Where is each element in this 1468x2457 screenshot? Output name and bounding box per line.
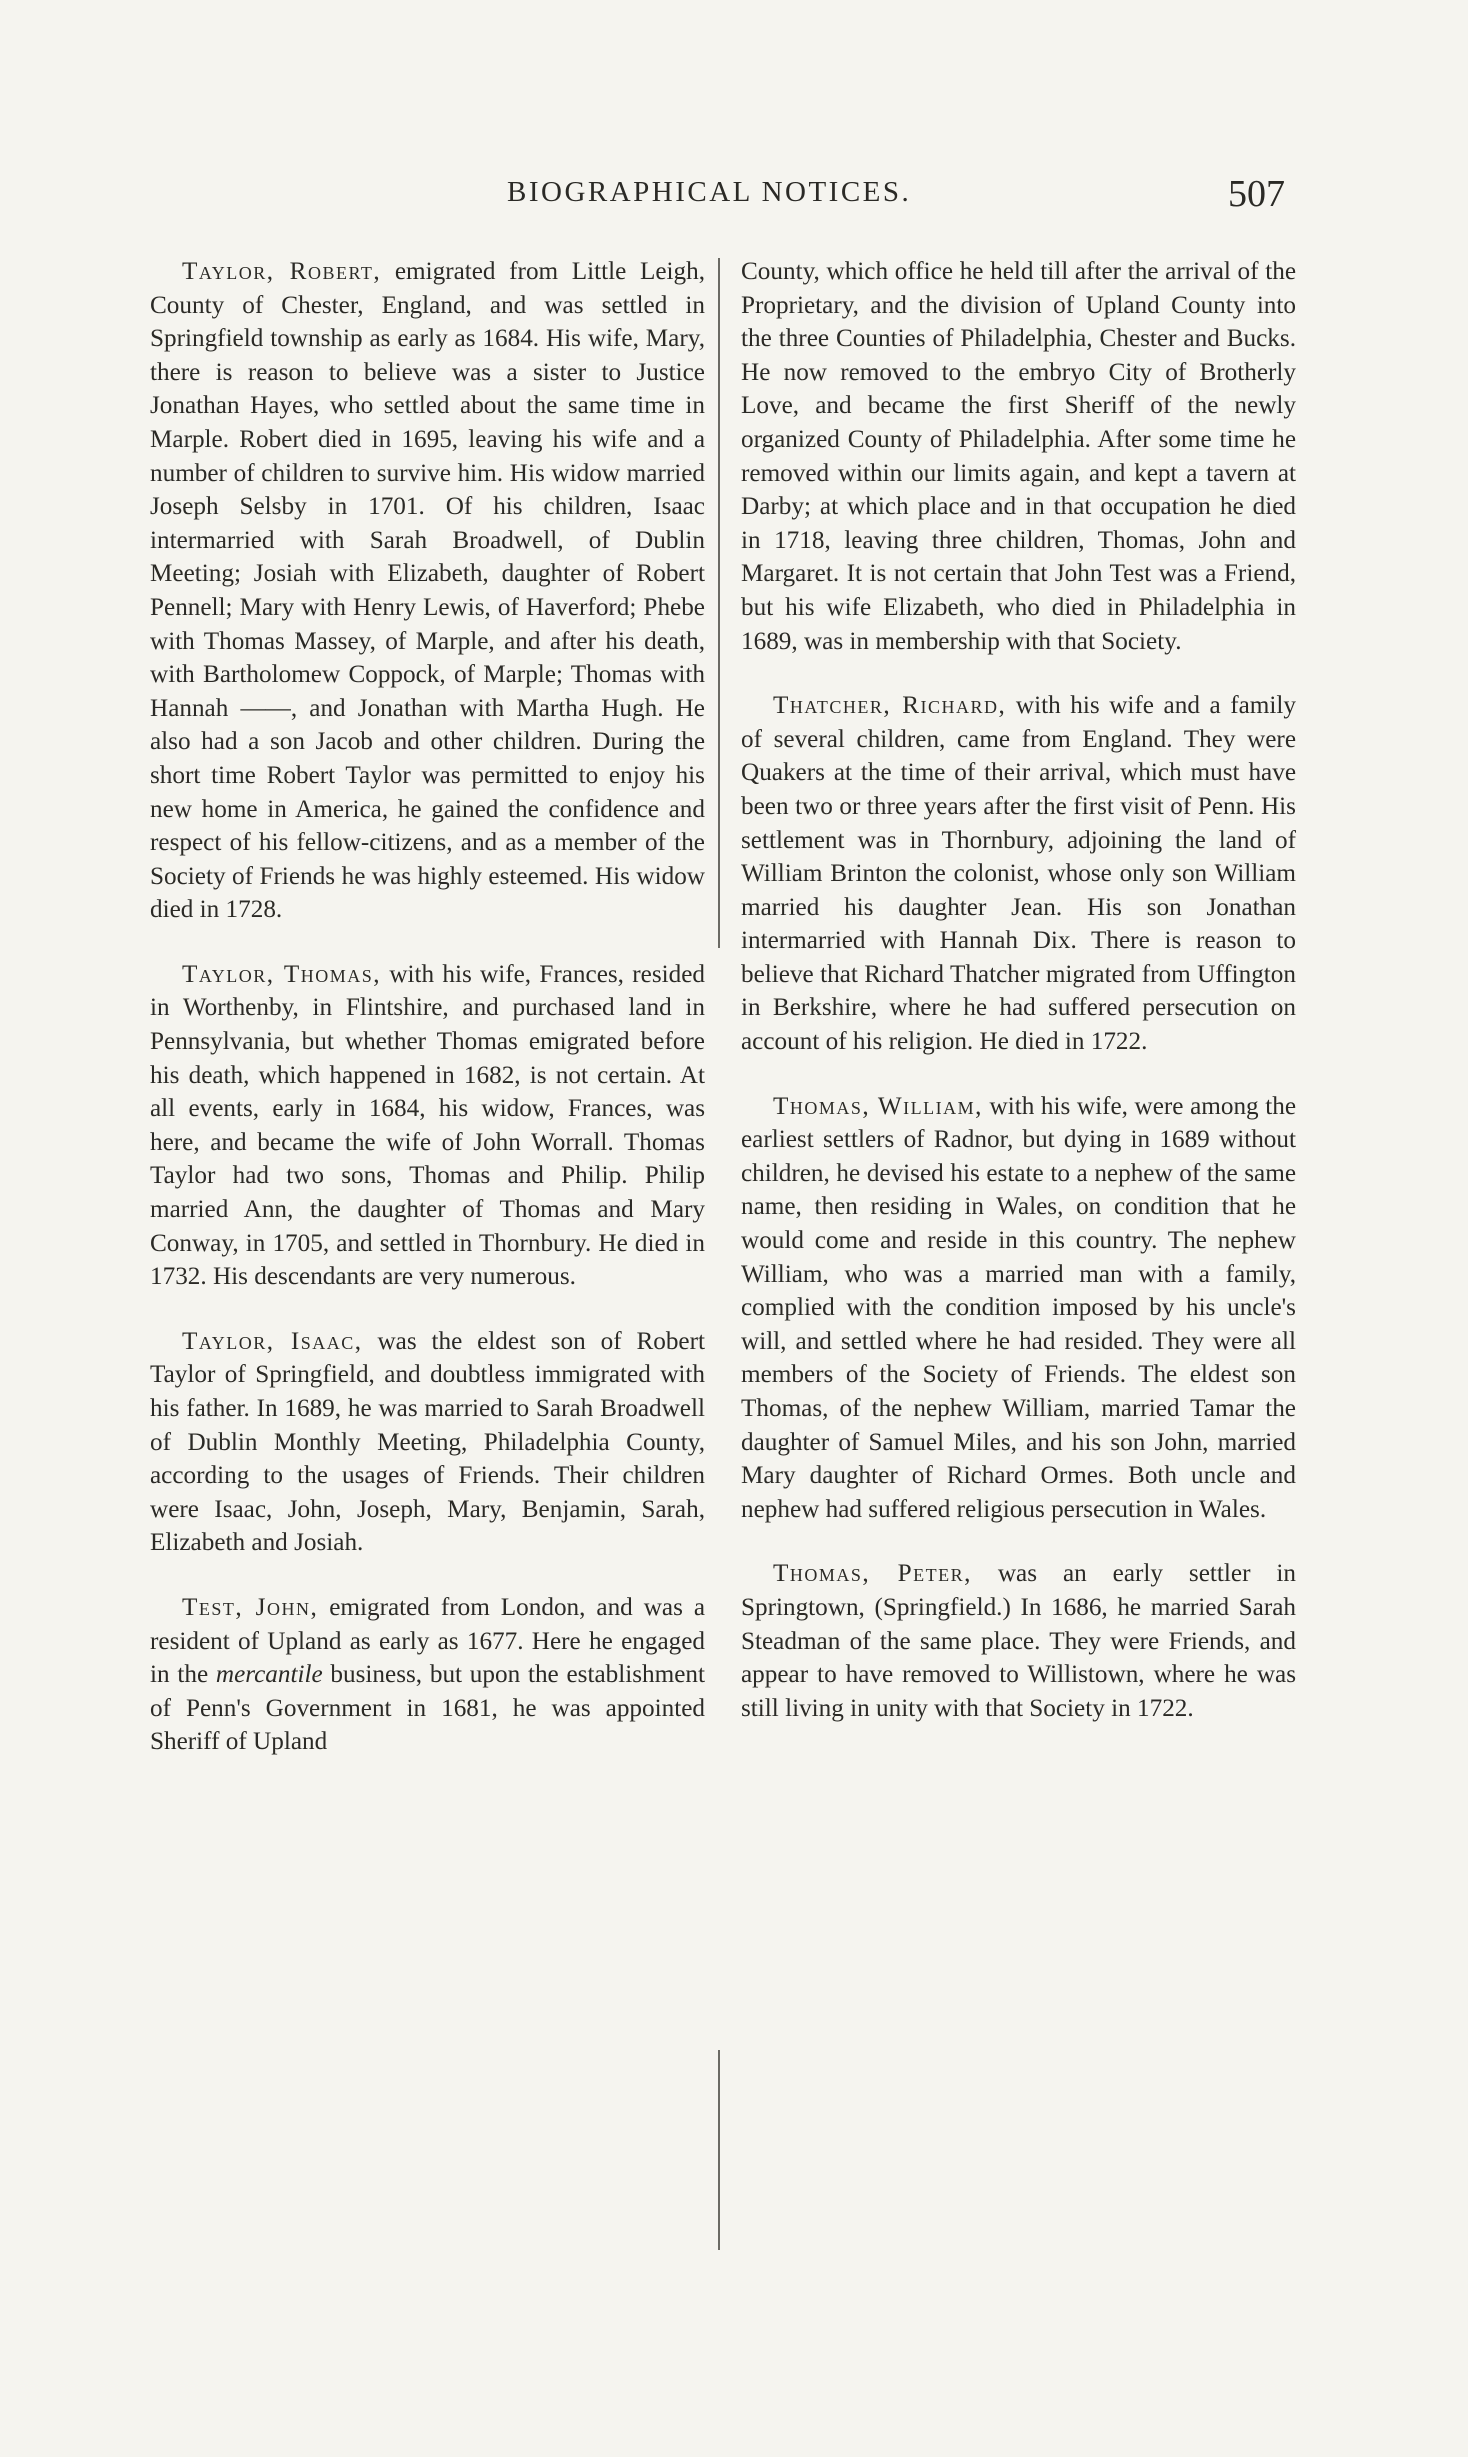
- entry-name: Test, John,: [182, 1593, 319, 1621]
- entry-taylor-isaac: [150, 1325, 705, 1560]
- entry-paragraph: [150, 255, 705, 927]
- entry-paragraph: [150, 1325, 705, 1560]
- page-header: [0, 172, 1468, 222]
- entry-name: Taylor, Robert,: [182, 258, 382, 285]
- left-column: [150, 255, 705, 1790]
- entry-name: Thomas, William,: [773, 1092, 983, 1120]
- entry-taylor-robert: [150, 255, 705, 927]
- entry-paragraph: [741, 689, 1296, 1059]
- entry-italic-word: mercantile: [215, 1661, 323, 1689]
- entry-name: Taylor, Thomas,: [182, 960, 382, 988]
- entry-taylor-thomas: [150, 958, 705, 1294]
- entry-paragraph: [741, 1090, 1296, 1527]
- entry-text: with his wife and a family of several children, came from England. They were Quakers at the time of their arrival, which must have been two or three years after the first visit of Penn. His settlement was in Thornbury, adjoining the land of William Brinton the colonist, whose only son William married his daughter Jean. His son Jonathan intermarried with Hannah Dix. There is reason to believe that Richard Thatcher migrated from Uffington in Berkshire, where he had suffered persecution on account of his religion. He died in 1722.: [741, 692, 1296, 1056]
- entry-text: with his wife, were among the earliest settlers of Radnor, but dying in 1689 without children, he devised his estate to a nephew of the same name, then residing in Wales, on condition that he would come and reside in this country. The nephew William, who was a married man with a family, complied with the condition imposed by his uncle's will, and settled where he had resided. They were all members of the Society of Friends. The eldest son Thomas, of the nephew William, married Tamar the daughter of Samuel Miles, and his son John, married Mary daughter of Richard Ormes. Both uncle and nephew had suffered religious persecution in Wales.: [741, 1092, 1297, 1523]
- right-column: [741, 255, 1296, 1756]
- entry-continuation: County, which office he held till after the arrival of the Proprietary, and the division of Upland County into the three Counties of Philadelphia, Chester and Bucks. He now removed to the embryo City of Brotherly Love, and became the first Sheriff of the newly organized County of Philadelphia. After some time he removed within our limits again, and kept a tavern at Darby; at which place and in that occupation he died in 1718, leaving three children, Thomas, John and Margaret. It is not certain that John Test was a Friend, but his wife Elizabeth, who died in Philadelphia in 1689, was in membership with that Society.: [741, 258, 1296, 655]
- entry-paragraph: [150, 958, 705, 1294]
- entry-test-john-continued: [741, 255, 1296, 658]
- entry-name: Taylor, Isaac,: [182, 1327, 363, 1355]
- column-divider: [718, 258, 720, 948]
- entry-thomas-peter: [741, 1557, 1296, 1725]
- entry-text: was the eldest son of Robert Taylor of Springfield, and doubtless immigrated with his father. In 1689, he was married to Sarah Broadwell of Dublin Monthly Meeting, Philadelphia County, according to the usages of Friends. Their children were Isaac, John, Joseph, Mary, Benjamin, Sarah, Elizabeth and Josiah.: [150, 1327, 705, 1557]
- running-head: BIOGRAPHICAL NOTICES.: [507, 176, 912, 208]
- entry-name: Thomas, Peter,: [773, 1560, 972, 1588]
- entry-name: Thatcher, Richard,: [773, 692, 1007, 720]
- entry-thatcher-richard: [741, 689, 1296, 1059]
- entry-thomas-william: [741, 1090, 1296, 1527]
- entry-text: was an early settler in Springtown, (Springfield.) In 1686, he married Sarah Steadman of the same place. They were Friends, and appear to have removed to Willistown, where he was still living in unity with that Society in 1722.: [741, 1560, 1296, 1722]
- entry-text: with his wife, Frances, resided in Worthenby, in Flintshire, and purchased land in Pennsylvania, but whether Thomas emigrated before his death, which happened in 1682, is not certain. At all events, early in 1684, his widow, Frances, was here, and became the wife of John Worrall. Thomas Taylor had two sons, Thomas and Philip. Philip married Ann, the daughter of Thomas and Mary Conway, in 1705, and settled in Thornbury. He died in 1732. His descendants are very numerous.: [150, 960, 705, 1291]
- entry-test-john: [150, 1591, 705, 1759]
- entry-text: emigrated from Little Leigh, County of Chester, England, and was settled in Springfield township as early as 1684. His wife, Mary, there is reason to believe was a sister to Justice Jonathan Hayes, who settled about the same time in Marple. Robert died in 1695, leaving his wife and a number of children to survive him. His widow married Joseph Selsby in 1701. Of his children, Isaac intermarried with Sarah Broadwell, of Dublin Meeting; Josiah with Elizabeth, daughter of Robert Pennell; Mary with Henry Lewis, of Haverford; Phebe with Thomas Massey, of Marple, and after his death, with Bartholomew Coppock, of Marple; Thomas with Hannah ——, and Jonathan with Martha Hugh. He also had a son Jacob and other children. During the short time Robert Taylor was permitted to enjoy his new home in America, he gained the confidence and respect of his fellow-citizens, and as a member of the Society of Friends he was highly esteemed. His widow died in 1728.: [150, 258, 706, 924]
- entry-text: emigrated from London, and was a resident of Upland as early as 1677. Here he engaged in the: [150, 1593, 706, 1689]
- entry-paragraph: [741, 1557, 1296, 1725]
- entry-paragraph: [150, 1591, 705, 1759]
- page-number: 507: [1228, 173, 1285, 215]
- entry-text: business, but upon the establishment of Penn's Government in 1681, he was appointed Sheriff of Upland: [150, 1661, 705, 1756]
- column-divider-lower: [718, 2050, 720, 2250]
